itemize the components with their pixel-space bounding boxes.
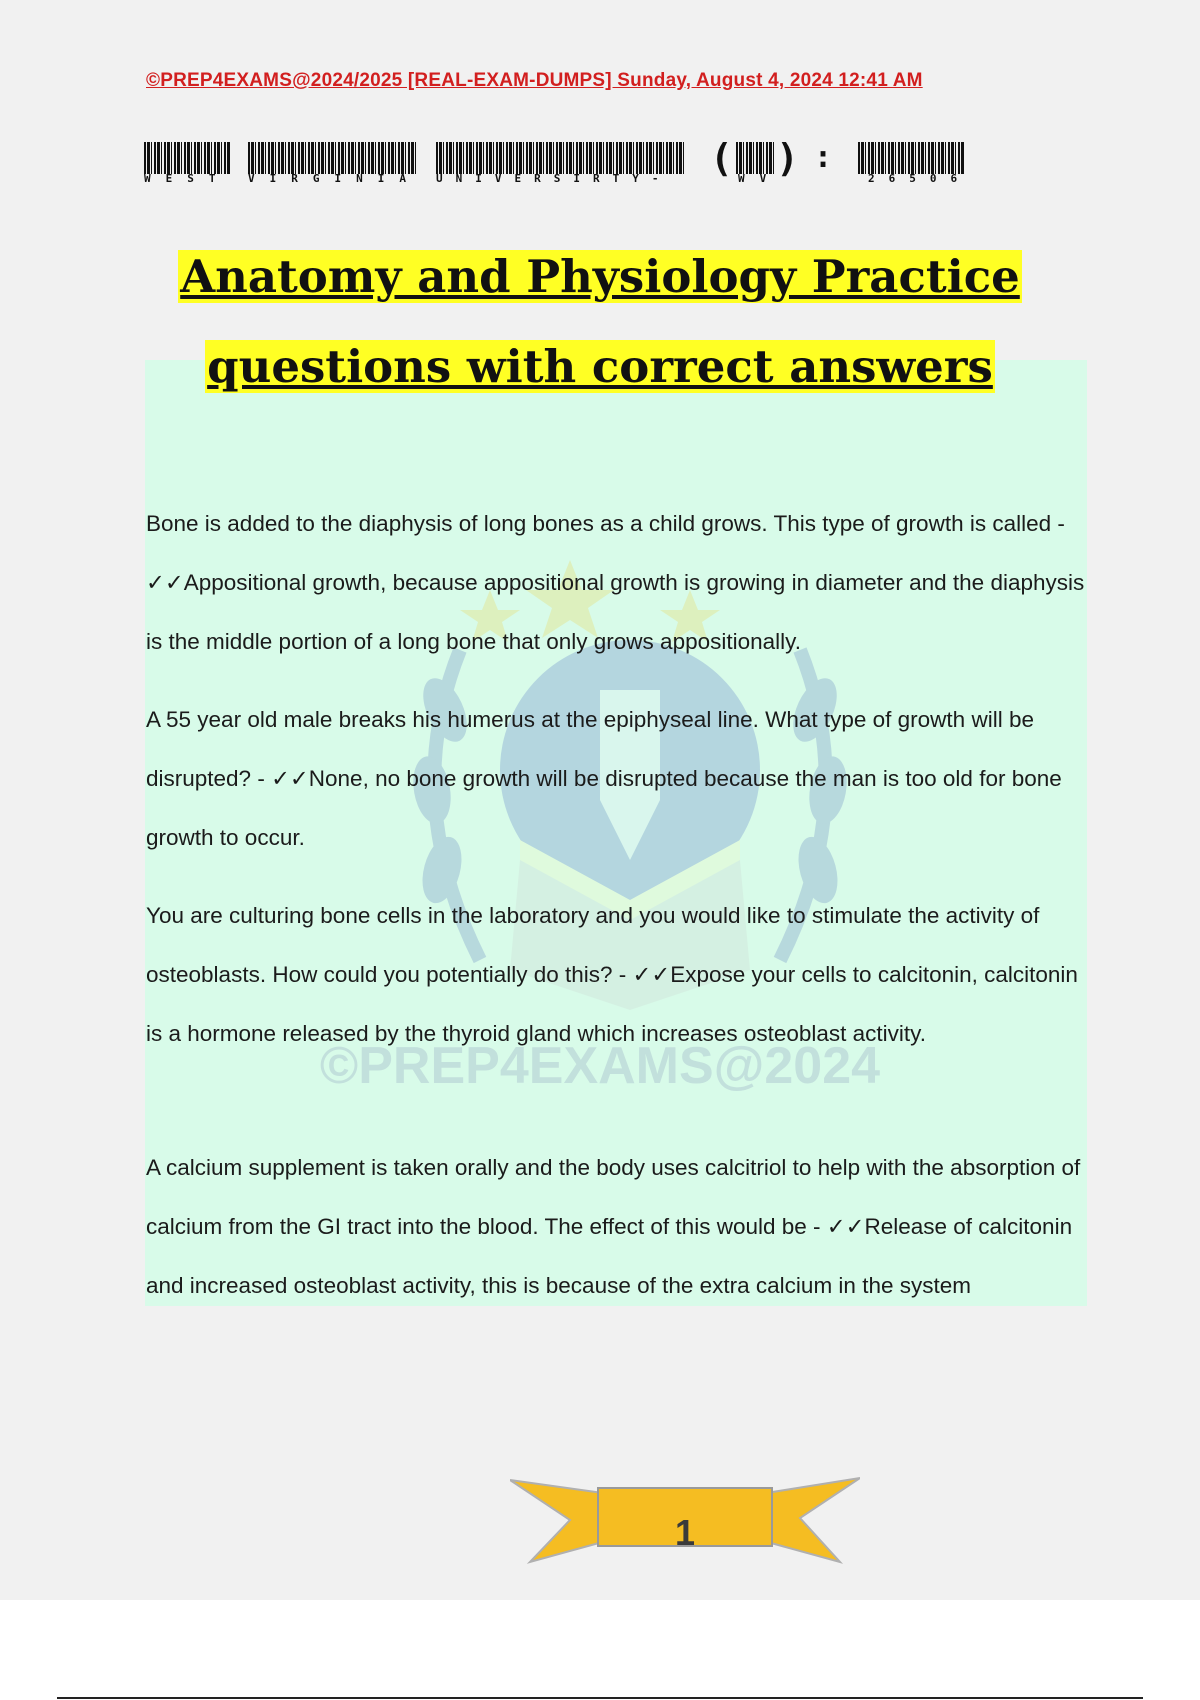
- footer-rule: [57, 1697, 1143, 1699]
- document-title-line-2: [0, 340, 1200, 393]
- barcode-label-2: VIRGINIA: [248, 172, 421, 185]
- barcode-label-3: UNIVERSIRTY-: [436, 172, 672, 185]
- barcode-block-2: [248, 142, 418, 174]
- barcode-paren-close: ): [776, 136, 799, 180]
- qa-item-3: You are culturing bone cells in the laboratory and you would like to stimulate the activity of osteoblasts. How could you potentially do this? - ✓✓Expose your cells to calcitonin, calcitonin is a hormone released by the thyroid gland which increases osteoblast activity.: [146, 903, 1078, 1046]
- barcode-block-5: [858, 142, 964, 174]
- barcode-block-3: [436, 142, 686, 174]
- document-title-line-1: [0, 250, 1200, 303]
- barcode-label-1: WEST: [144, 172, 231, 185]
- header-copyright-line: ©PREP4EXAMS@2024/2025 [REAL-EXAM-DUMPS] Sunday, August 4, 2024 12:41 AM: [146, 70, 923, 91]
- watermark-text: ©PREP4EXAMS@2024: [319, 1037, 881, 1095]
- barcode-label-4: WV: [738, 172, 782, 185]
- qa-item-4: A calcium supplement is taken orally and the body uses calcitriol to help with the absorption of calcium from the GI tract into the blood. The effect of this would be - ✓✓Release of calcitonin and increased osteoblast activity, this is because of the extra calcium in the system: [146, 1155, 1081, 1298]
- barcode-row: [144, 136, 972, 190]
- barcode-block-4: [736, 142, 776, 174]
- barcode-label-5: 26506: [868, 172, 972, 185]
- qa-item-2: A 55 year old male breaks his humerus at the epiphyseal line. What type of growth will be disrupted? - ✓✓None, no bone growth will be disrupted because the man is too old for bone growth to occur.: [146, 707, 1062, 850]
- barcode-block-1: [144, 142, 230, 174]
- title-text-2: questions with correct answers: [207, 340, 993, 393]
- qa-item-1: Bone is added to the diaphysis of long bones as a child grows. This type of growth is called - ✓✓Appositional growth, because appositional growth is growing in diameter and the diaphysis is the middle portion of a long bone that only grows appositionally.: [146, 511, 1085, 654]
- barcode-colon: :: [814, 140, 833, 175]
- page-number: 1: [674, 1512, 696, 1553]
- title-text-1: Anatomy and Physiology Practice: [180, 250, 1020, 303]
- barcode-paren-open: (: [710, 136, 733, 180]
